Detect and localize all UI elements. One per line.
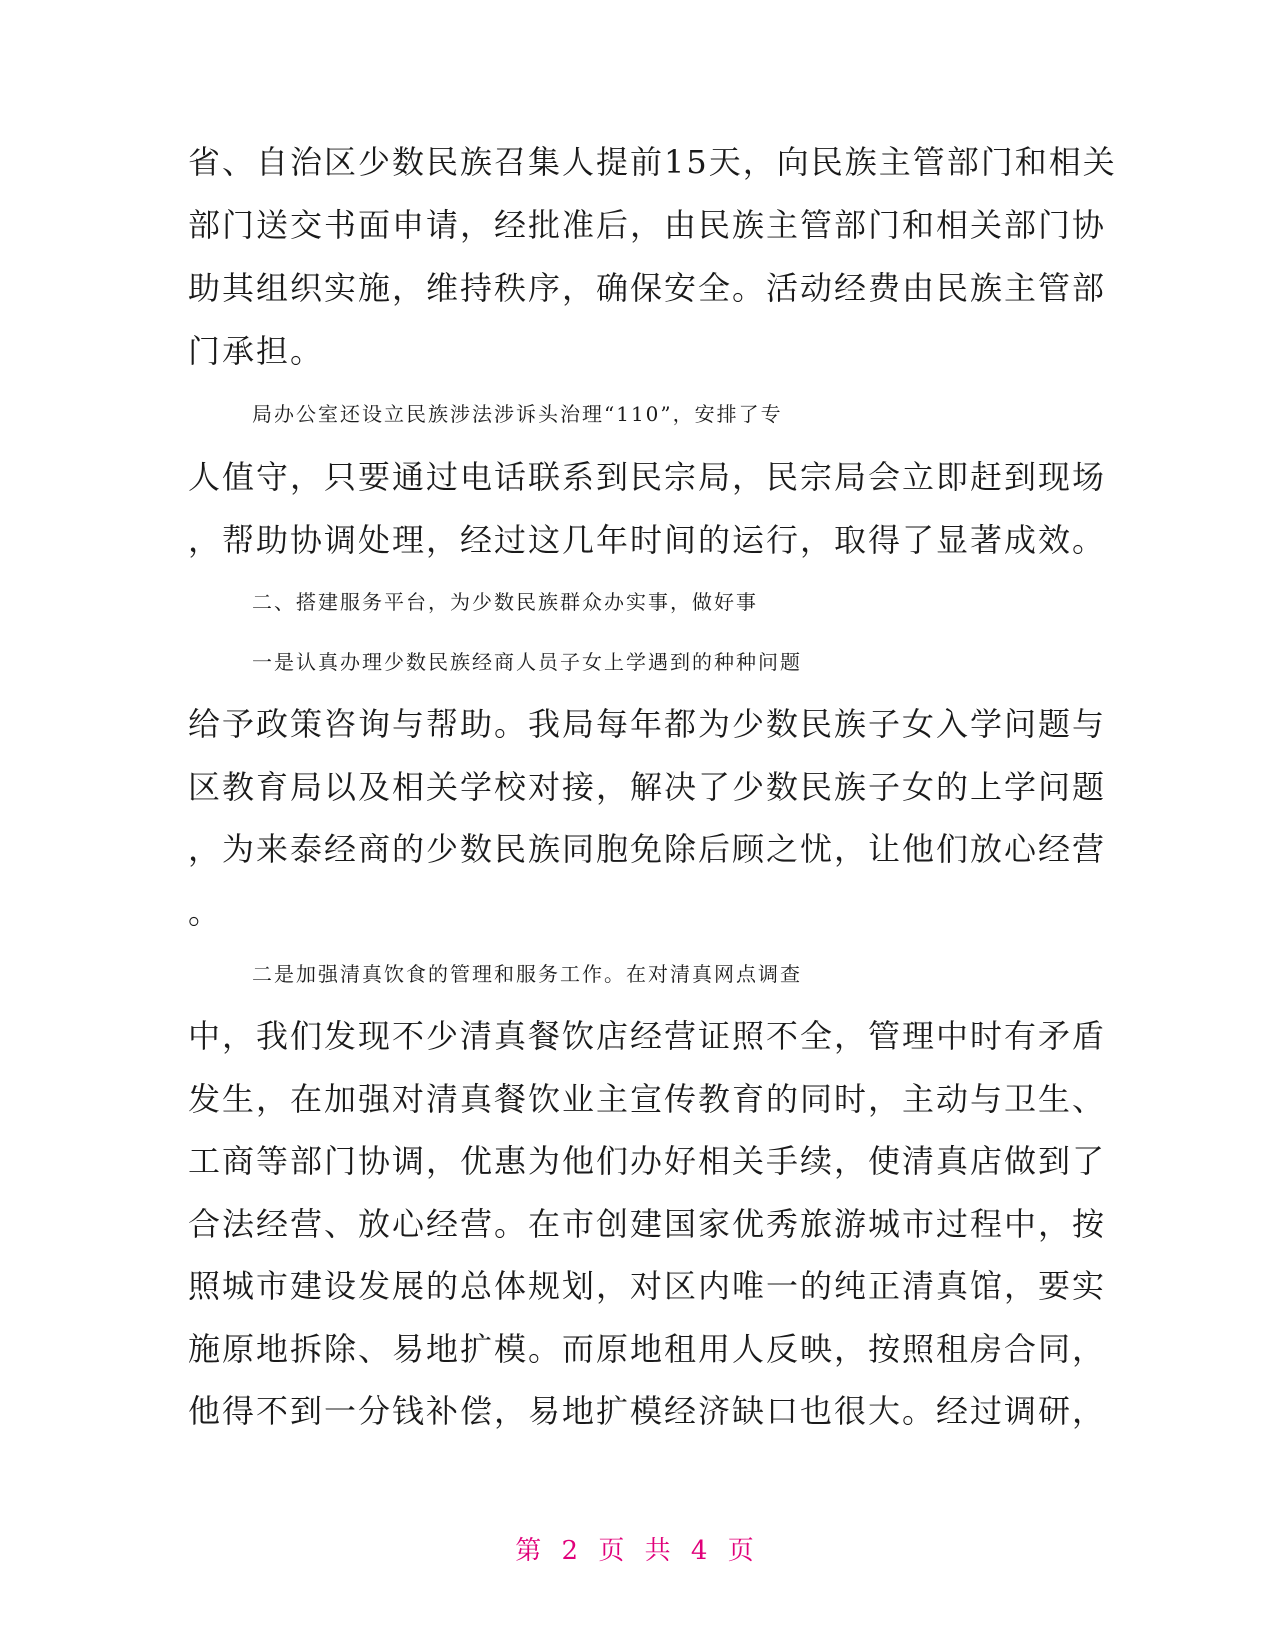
paragraph-2-line-2: 人值守，只要通过电话联系到民宗局，民宗局会立即赶到现场	[188, 458, 1107, 496]
paragraph-4-line-8: 他得不到一分钱补偿，易地扩模经济缺口也很大。经过调研，	[188, 1392, 1107, 1430]
paragraph-1-line-1: 省、自治区少数民族召集人提前15天，向民族主管部门和相关	[188, 143, 1117, 181]
paragraph-4-line-1: 二是加强清真饮食的管理和服务工作。在对清真网点调查	[252, 962, 802, 986]
paragraph-1-line-3: 助其组织实施，维持秩序，确保安全。活动经费由民族主管部	[188, 269, 1107, 307]
paragraph-3-line-1: 一是认真办理少数民族经商人员子女上学遇到的种种问题	[252, 650, 802, 674]
paragraph-2-line-3: ，帮助协调处理，经过这几年时间的运行，取得了显著成效。	[188, 521, 1107, 559]
paragraph-3-line-5: 。	[188, 893, 223, 931]
paragraph-1-line-2: 部门送交书面申请，经批准后，由民族主管部门和相关部门协	[188, 206, 1107, 244]
paragraph-4-line-3: 发生，在加强对清真餐饮业主宣传教育的同时，主动与卫生、	[188, 1080, 1107, 1118]
paragraph-4-line-4: 工商等部门协调，优惠为他们办好相关手续，使清真店做到了	[188, 1142, 1107, 1180]
paragraph-4-line-7: 施原地拆除、易地扩模。而原地租用人反映，按照租房合同，	[188, 1330, 1107, 1368]
page-number-footer: 第 2 页 共 4 页	[515, 1536, 760, 1566]
paragraph-4-line-2: 中，我们发现不少清真餐饮店经营证照不全，管理中时有矛盾	[188, 1017, 1107, 1055]
section-heading: 二、搭建服务平台，为少数民族群众办实事，做好事	[252, 590, 758, 614]
paragraph-2-line-1: 局办公室还设立民族涉法涉诉头治理“110”，安排了专	[252, 402, 783, 426]
paragraph-3-line-2: 给予政策咨询与帮助。我局每年都为少数民族子女入学问题与	[188, 705, 1107, 743]
paragraph-4-line-6: 照城市建设发展的总体规划，对区内唯一的纯正清真馆，要实	[188, 1267, 1107, 1305]
paragraph-3-line-4: ，为来泰经商的少数民族同胞免除后顾之忧，让他们放心经营	[188, 830, 1107, 868]
paragraph-1-line-4: 门承担。	[188, 332, 325, 370]
paragraph-3-line-3: 区教育局以及相关学校对接，解决了少数民族子女的上学问题	[188, 768, 1107, 806]
paragraph-4-line-5: 合法经营、放心经营。在市创建国家优秀旅游城市过程中，按	[188, 1205, 1107, 1243]
